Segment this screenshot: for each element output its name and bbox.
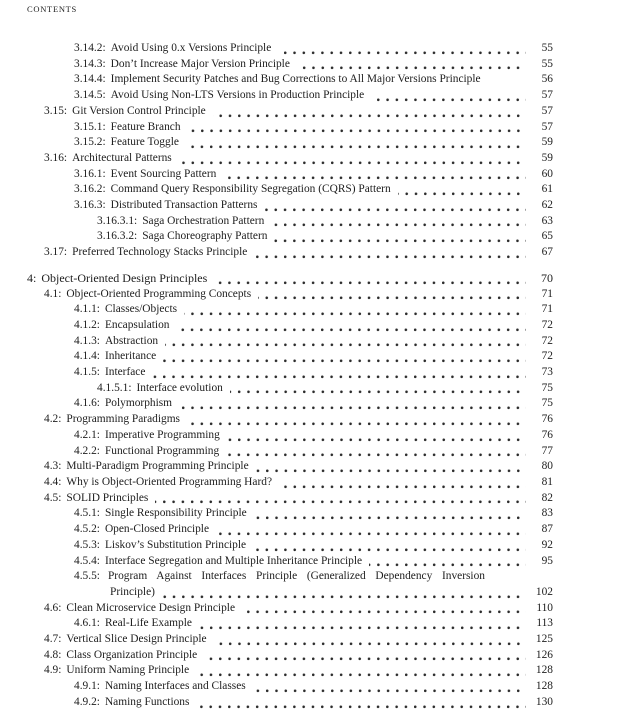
toc-entry-number: 4.5.5: [74,570,100,583]
toc-entry-number: 4.5.1: [74,507,100,520]
toc-entry[interactable] [27,167,553,183]
toc-entry[interactable] [27,135,553,151]
dot-leader [216,531,526,536]
toc-entry-title: Feature Toggle [110,136,179,149]
toc-entry[interactable] [27,412,553,428]
toc-entry-number: 4.1.4: [74,350,100,363]
toc-entry-number: 4: [27,270,37,285]
dot-leader [253,547,526,552]
toc-entry[interactable] [27,287,553,303]
dot-leader [264,207,526,212]
dot-leader [186,144,526,149]
toc-entry[interactable] [27,334,553,350]
toc-entry-number: 3.16.3.2: [97,230,138,243]
toc-entry-number: 4.4: [44,475,62,488]
toc-page-number: 61 [541,183,553,196]
toc-page-number: 130 [535,695,553,708]
toc-page-number: 80 [541,460,553,473]
dot-leader [162,594,526,599]
dot-leader [488,81,526,86]
toc-entry[interactable] [27,229,553,245]
toc-entry-title: Open-Closed Principle [104,523,210,536]
toc-entry-title: Real-Life Example [104,617,192,630]
toc-entry-number: 4.9.1: [74,680,100,693]
dot-leader [230,389,526,394]
toc-entry-number: 4.8: [44,648,62,661]
dot-leader [196,704,526,709]
dot-leader [254,254,526,259]
toc-entry-number: 4.9: [44,664,62,677]
toc-entry-number: 3.16.3: [74,199,106,212]
toc-entry[interactable] [27,632,553,648]
toc-entry-number: 3.14.3: [74,57,106,70]
toc-page-number: 63 [541,214,553,227]
toc-entry-number: 3.14.2: [74,42,106,54]
dot-leader [369,562,526,567]
dot-leader [199,625,526,630]
toc-page-number: 87 [541,523,553,536]
dot-leader [258,295,526,300]
toc-page-number: 57 [541,89,553,102]
toc-page-number: 77 [541,444,553,457]
dot-leader [253,688,526,693]
toc-entry[interactable] [27,245,553,261]
toc-entry-number: 3.14.5: [74,89,106,102]
toc-entry[interactable] [27,522,553,538]
toc-entry-title: Class Organization Principle [66,648,198,661]
toc-entry-number: 4.5.3: [74,538,100,551]
toc-page-number: 92 [541,538,553,551]
toc-page-number: 55 [541,57,553,70]
toc-entry-number: 3.15.1: [74,120,106,133]
toc-page-number: 71 [541,303,553,316]
toc-entry-title: Preferred Technology Stacks Principle [72,246,248,259]
dot-leader [371,97,526,102]
dot-leader [242,609,526,614]
toc-page-number: 56 [541,73,553,86]
toc-page-number: 65 [541,230,553,243]
toc-entry[interactable] [27,271,553,287]
toc-entry-number: 4.3: [44,460,62,473]
toc-page-number: 55 [541,42,553,54]
toc-entry-title: Git Version Control Principle [72,104,206,117]
toc-entry-title: Abstraction [104,334,159,347]
toc-entry[interactable] [27,198,553,214]
toc-entry-number: 4.6: [44,601,62,614]
toc-entry-number: 4.6.1: [74,617,100,630]
dot-leader [274,238,526,243]
dot-leader [297,65,526,70]
table-of-contents [27,41,553,711]
toc-entry-title: Object-Oriented Design Principles [41,270,208,285]
toc-entry-number: 3.16: [44,151,68,164]
toc-entry-title: Architectural Patterns [72,151,172,164]
dot-leader [163,358,526,363]
toc-page-number: 113 [536,617,553,630]
toc-entry-number: 3.16.3.1: [97,214,138,227]
toc-entry-number: 4.1.5: [74,366,100,379]
toc-entry[interactable] [27,506,553,522]
dot-leader [256,468,526,473]
dot-leader [176,327,526,332]
toc-entry-title: Event Sourcing Pattern [110,167,217,180]
toc-entry-number: 3.15.2: [74,136,106,149]
toc-page-number: 126 [535,648,553,661]
toc-page-number: 110 [536,601,553,614]
toc-entry-title: Vertical Slice Design Principle [66,633,207,646]
toc-page-number: 81 [541,475,553,488]
toc-page-number: 73 [541,366,553,379]
dot-leader [214,280,526,285]
dot-leader [254,515,526,520]
toc-entry-title: Object-Oriented Programming Concepts [66,287,252,300]
toc-entry-title: Inheritance [104,350,157,363]
toc-page-number: 75 [541,381,553,394]
toc-entry-title: Liskov’s Substitution Principle [104,538,247,551]
toc-entry[interactable] [27,695,553,711]
toc-entry-number: 4.1.3: [74,334,100,347]
toc-page-number: 70 [541,270,553,285]
toc-entry[interactable] [27,365,553,381]
dot-leader [271,222,526,227]
toc-entry-number: 4.1.2: [74,318,100,331]
toc-entry[interactable] [27,104,553,120]
toc-entry[interactable] [27,679,553,695]
toc-entry[interactable] [27,554,553,570]
toc-entry[interactable] [27,120,553,136]
toc-page-number: 76 [541,413,553,426]
toc-entry[interactable] [27,616,553,632]
toc-entry-number: 4.2.1: [74,428,100,441]
toc-page-number: 83 [541,507,553,520]
toc-entry-title: Programming Paradigms [66,413,180,426]
toc-page-number: 59 [541,151,553,164]
dot-leader [179,405,526,410]
toc-entry-title: Naming Interfaces and Classes [104,680,246,693]
toc-entry[interactable] [27,569,553,600]
toc-entry-number: 4.1: [44,287,62,300]
dot-leader [204,656,526,661]
toc-page-number: 82 [541,491,553,504]
dot-leader [227,437,526,442]
toc-entry-title: Functional Programming [104,444,220,457]
toc-entry-line2 [74,585,553,601]
toc-entry-line1 [74,569,553,585]
toc-entry-number: 3.16.1: [74,167,106,180]
toc-entry-title: Saga Orchestration Pattern [142,214,265,227]
toc-entry[interactable] [27,57,553,73]
toc-entry-title: Implement Security Patches and Bug Corrections to All Major Versions Principle [110,73,481,86]
toc-entry[interactable] [27,151,553,167]
toc-entry[interactable] [27,648,553,664]
toc-entry-number: 3.16.2: [74,183,106,196]
toc-page-number: 72 [541,318,553,331]
toc-entry-number: 3.15: [44,104,68,117]
toc-entry[interactable] [27,396,553,412]
toc-entry-title: Naming Functions [104,695,190,708]
dot-leader [214,641,526,646]
toc-entry-title: Single Responsibility Principle [104,507,247,520]
toc-entry-title-continuation: Principle) [110,585,155,598]
dot-leader [226,452,526,457]
toc-page-number: 67 [541,246,553,259]
dot-leader [279,484,526,489]
toc-entry-title: Encapsulation [104,318,170,331]
toc-entry[interactable] [27,475,553,491]
toc-entry-number: 4.5.2: [74,523,100,536]
toc-entry-number: 3.14.4: [74,73,106,86]
toc-entry-number: 4.9.2: [74,695,100,708]
dot-leader [179,160,526,165]
toc-entry-title: Classes/Objects [104,303,178,316]
dot-leader [278,50,526,55]
dot-leader [223,175,526,180]
toc-entry[interactable] [27,318,553,334]
toc-entry-title: Interface [104,366,146,379]
toc-entry-title: Clean Microservice Design Principle [66,601,236,614]
toc-entry-title: Interface evolution [136,381,223,394]
toc-page-number: 72 [541,334,553,347]
toc-entry-number: 4.1.1: [74,303,100,316]
dot-leader [187,421,526,426]
toc-entry-title: Avoid Using 0.x Versions Principle [110,42,272,54]
toc-entry[interactable] [27,381,553,397]
toc-entry-title: Multi-Paradigm Programming Principle [66,460,249,473]
contents-header: CONTENTS [27,4,77,14]
toc-page-number: 128 [535,664,553,677]
toc-page-number: 128 [535,680,553,693]
toc-entry[interactable] [27,349,553,365]
toc-entry-title: Don’t Increase Major Version Principle [110,57,290,70]
toc-page-number: 57 [541,104,553,117]
toc-entry-title: Distributed Transaction Patterns [110,199,258,212]
toc-page-number: 95 [541,554,553,567]
toc-entry[interactable] [27,88,553,104]
toc-entry-title: Command Query Responsibility Segregation (CQRS) Pattern [110,183,391,196]
toc-entry[interactable] [27,459,553,475]
toc-page-number: 60 [541,167,553,180]
dot-leader [213,113,526,118]
toc-entry-title: SOLID Principles [66,491,149,504]
toc-page-number: 59 [541,136,553,149]
toc-entry-number: 4.1.6: [74,397,100,410]
toc-entry-number: 4.5.4: [74,554,100,567]
toc-entry-title: Avoid Using Non-LTS Versions in Production Principle [110,89,365,102]
toc-entry-title: Why is Object-Oriented Programming Hard? [66,475,273,488]
dot-leader [196,672,526,677]
toc-entry[interactable] [27,663,553,679]
toc-entry[interactable] [27,182,553,198]
dot-leader [152,374,526,379]
toc-entry[interactable] [27,214,553,230]
toc-entry[interactable] [27,72,553,88]
toc-page-number: 125 [535,633,553,646]
toc-entry[interactable] [27,491,553,507]
toc-page-number: 75 [541,397,553,410]
dot-leader [398,191,526,196]
dot-leader [188,128,526,133]
dot-leader [184,311,526,316]
toc-entry-number: 4.2.2: [74,444,100,457]
toc-entry-number: 4.5: [44,491,62,504]
toc-entry-title: Feature Branch [110,120,181,133]
dot-leader [155,499,526,504]
toc-entry[interactable] [27,41,553,57]
toc-entry-number: 4.1.5.1: [97,381,132,394]
toc-entry-title: Uniform Naming Principle [66,664,190,677]
toc-page-number: 102 [535,585,553,598]
toc-page-number: 71 [541,287,553,300]
toc-entry-title: Imperative Programming [104,428,220,441]
toc-page-number: 57 [541,120,553,133]
toc-entry[interactable] [27,601,553,617]
toc-entry-title: Polymorphism [104,397,173,410]
toc-entry[interactable] [27,444,553,460]
toc-entry-title: Program Against Interfaces Principle (Generalized Dependency Inversion [107,570,485,583]
toc-entry[interactable] [27,538,553,554]
toc-entry-title: Saga Choreography Pattern [142,230,268,243]
toc-entry-title: Interface Segregation and Multiple Inheritance Principle [104,554,363,567]
toc-page-number: 62 [541,199,553,212]
toc-page-number: 76 [541,428,553,441]
toc-entry-number: 3.17: [44,246,68,259]
toc-entry[interactable] [27,428,553,444]
dot-leader [165,342,526,347]
toc-entry[interactable] [27,302,553,318]
toc-page-number: 72 [541,350,553,363]
toc-entry-number: 4.2: [44,413,62,426]
toc-entry-number: 4.7: [44,633,62,646]
